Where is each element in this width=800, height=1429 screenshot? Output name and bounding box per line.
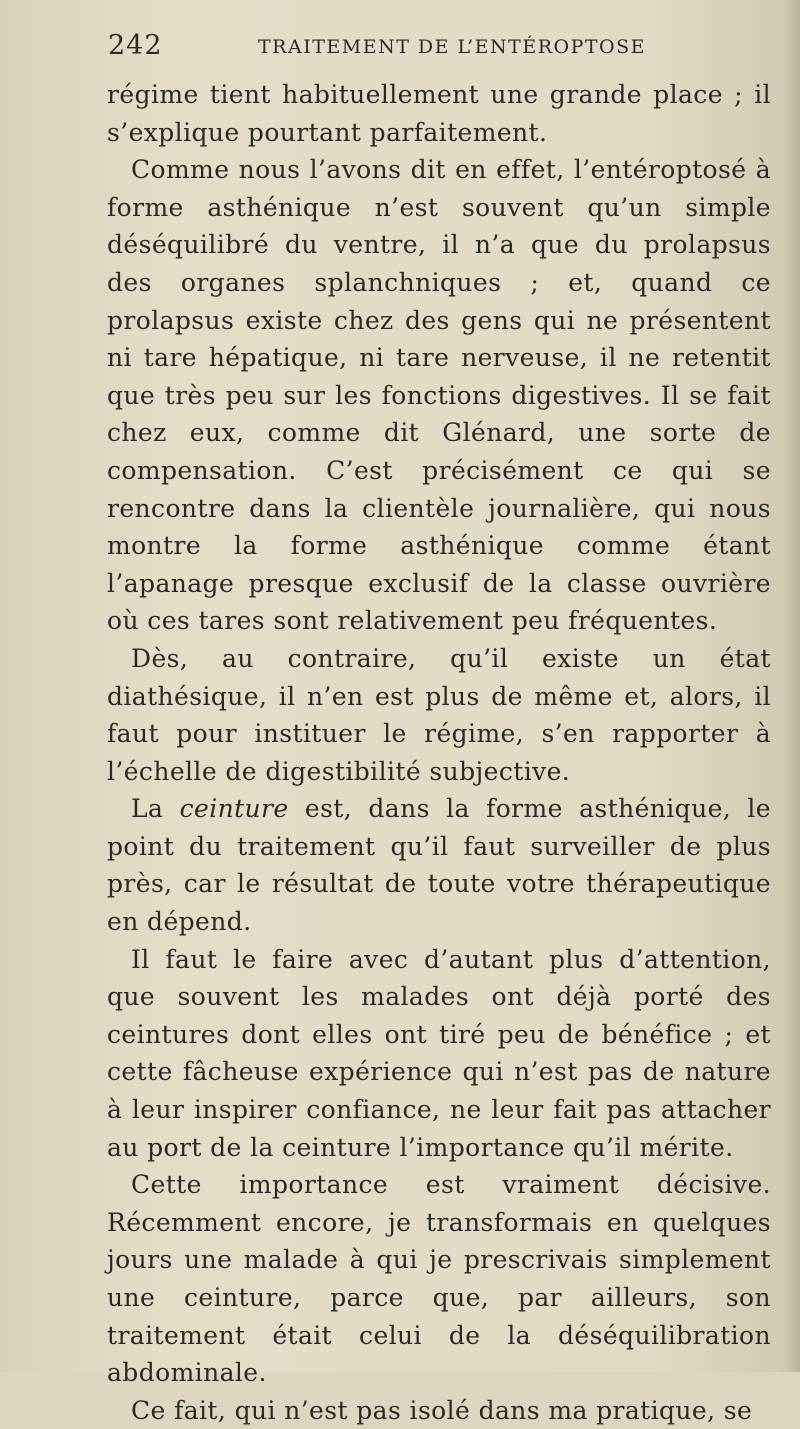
belt-rest: est, dans la forme asthénique, le point du traitement qu’il faut surveiller de plus près, car le résultat de toute votre thérapeutique en dépend. (107, 794, 771, 937)
paragraph-asthenic-form: Comme nous l’avons dit en effet, l’entéroptosé à forme asthénique n’est souvent qu’un simple déséquilibré du ventre, il n’a que du prolapsus des organes splanchniques ; et, quand ce prolapsus existe chez des gens qui ne présentent ni tare hépatique, ni tare nerveuse, il ne retentit que très peu sur les fonctions digestives. Il se fait chez eux, comme dit Glénard, une sorte de compensation. C’est précisément ce qui se rencontre dans la clientèle journalière, qui nous montre la forme asthénique comme étant l’apanage presque exclusif de la classe ouvrière où ces tares sont relativement peu fréquentes. (107, 155, 771, 636)
paragraph-continuation: régime tient habituellement une grande place ; il s’explique pourtant parfaitement. (107, 80, 771, 147)
paragraph-final-line: Ce fait, qui n’est pas isolé dans ma pratique, se (131, 1395, 753, 1425)
running-title: TRAITEMENT DE L’ENTÉROPTOSE (258, 36, 646, 58)
page-header (108, 30, 768, 70)
belt-intro: La (131, 794, 180, 824)
paragraph-importance: Cette importance est vraiment décisive. Récemment encore, je transformais en quelques jours une malade à qui je prescrivais simplement une ceinture, parce que, par ailleurs, son traitement était celui de la déséquilibration abdominale. (107, 1170, 771, 1388)
body-text (107, 76, 771, 1429)
belt-term: ceinture (179, 794, 289, 824)
paragraph-attention: Il faut le faire avec d’autant plus d’attention, que souvent les malades ont déjà porté des ceintures dont elles ont tiré peu de bénéfice ; et cette fâcheuse expérience qui n’est pas de nature à leur inspirer confiance, ne leur fait pas attacher au port de la ceinture l’importance qu’il mérite. (107, 944, 771, 1162)
paragraph-belt (107, 790, 771, 940)
page-number: 242 (108, 30, 163, 61)
paragraph-diathesic-state: Dès, au contraire, qu’il existe un état diathésique, il n’en est plus de même et, alors, il faut pour instituer le régime, s’en rapporter à l’échelle de digestibilité subjective. (107, 643, 771, 786)
